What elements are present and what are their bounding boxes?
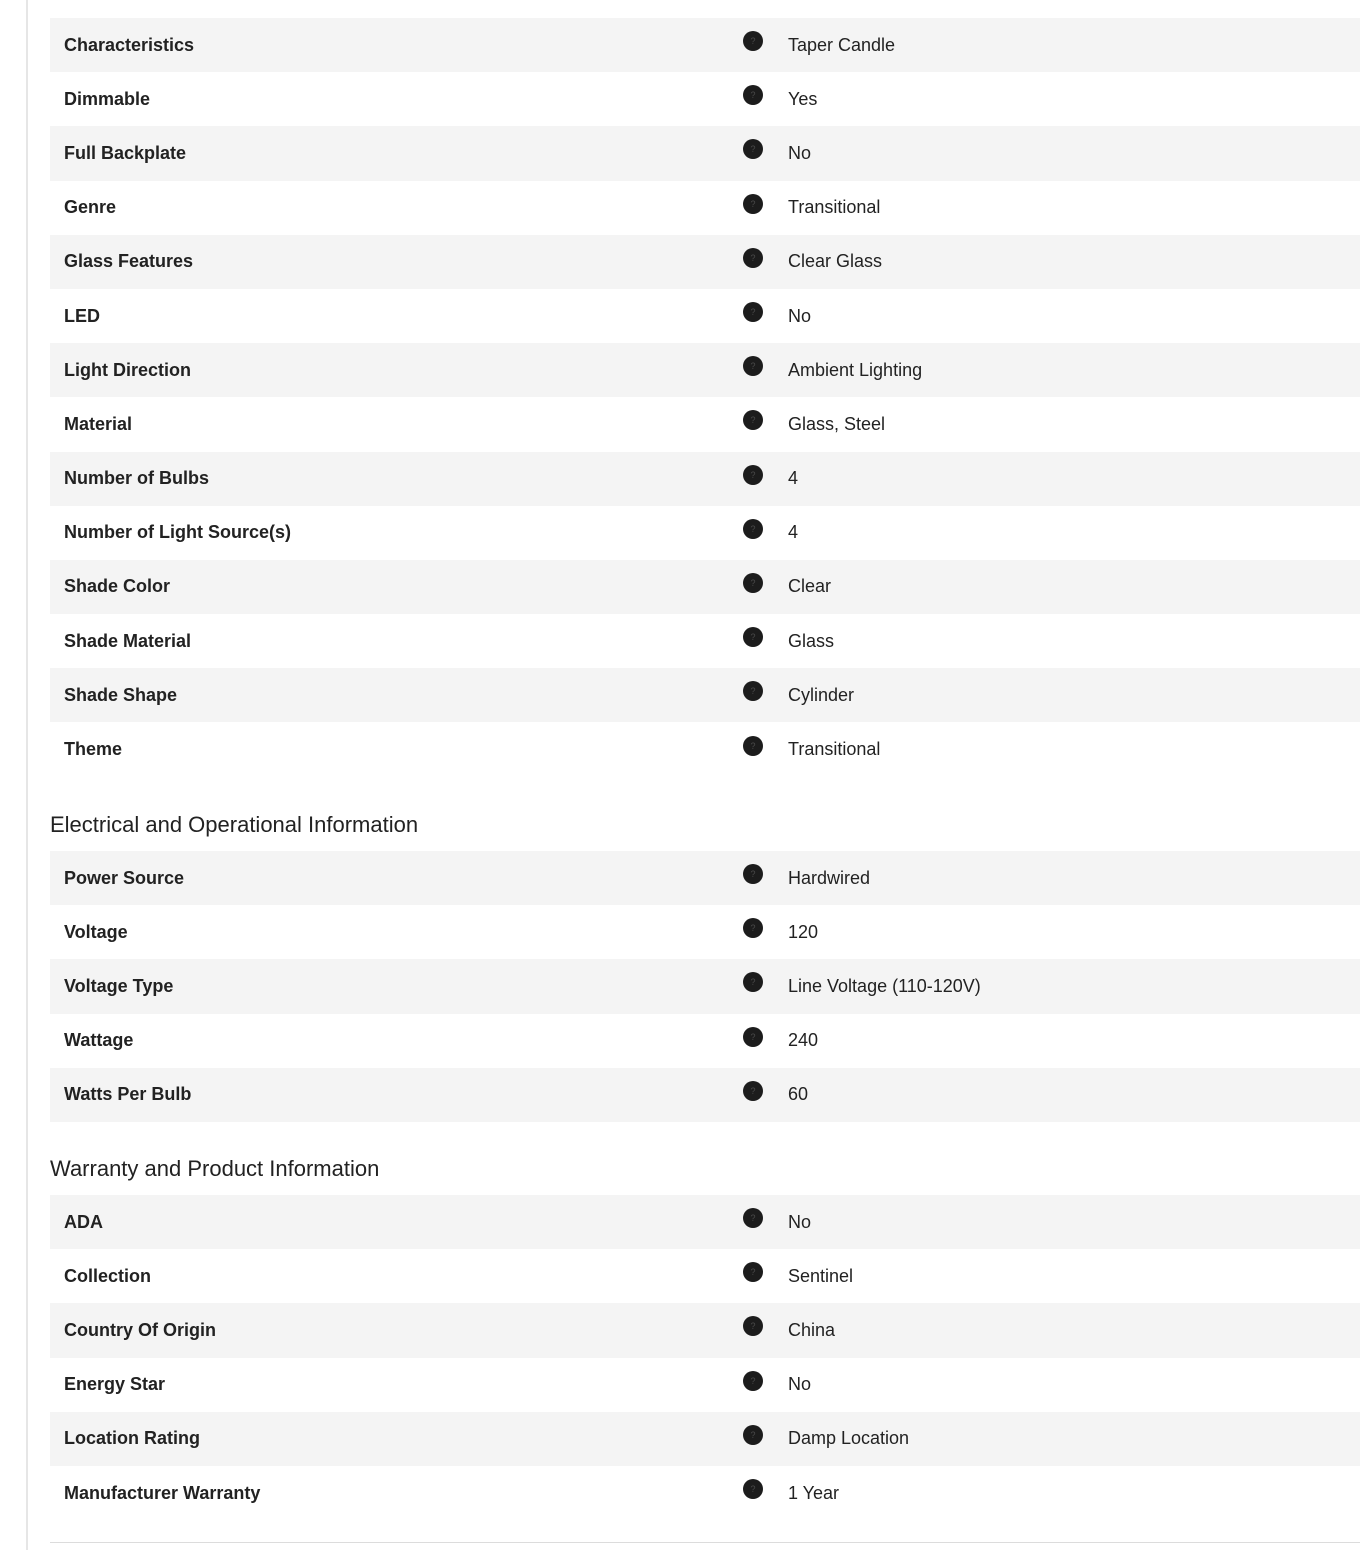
spec-row	[50, 1249, 1360, 1303]
spec-label: LED	[64, 305, 100, 326]
spec-row	[50, 1358, 1360, 1412]
spec-row	[50, 506, 1360, 560]
spec-value: Yes	[788, 88, 818, 109]
spec-label: Theme	[64, 739, 123, 760]
spec-label: Country Of Origin	[64, 1319, 216, 1340]
spec-row	[50, 851, 1360, 905]
left-border	[26, 0, 28, 1550]
question-circle-icon[interactable]: ?	[743, 918, 763, 938]
spec-label: Full Backplate	[64, 142, 187, 163]
question-circle-icon[interactable]: ?	[743, 1081, 763, 1101]
spec-value: Sentinel	[788, 1265, 854, 1286]
spec-row	[50, 1466, 1360, 1520]
spec-label: Number of Light Source(s)	[64, 522, 292, 543]
spec-label: Number of Bulbs	[64, 468, 210, 489]
bottom-divider	[50, 1542, 1360, 1543]
spec-value: Transitional	[788, 197, 881, 218]
spec-value: 60	[788, 1084, 809, 1105]
spec-label: Genre	[64, 197, 117, 218]
spec-label: Location Rating	[64, 1428, 200, 1449]
question-circle-icon[interactable]: ?	[743, 1425, 763, 1445]
question-circle-icon[interactable]: ?	[743, 1371, 763, 1391]
spec-row	[50, 452, 1360, 506]
specs-table-warranty	[50, 1195, 1360, 1520]
spec-row	[50, 126, 1360, 180]
spec-label: Voltage	[64, 921, 128, 942]
spec-label: Power Source	[64, 867, 185, 888]
spec-row	[50, 1014, 1360, 1068]
spec-value: 240	[788, 1030, 819, 1051]
question-circle-icon[interactable]: ?	[743, 1316, 763, 1336]
question-circle-icon[interactable]: ?	[743, 519, 763, 539]
specs-table-electrical	[50, 851, 1360, 1122]
spec-row	[50, 343, 1360, 397]
spec-value: Ambient Lighting	[788, 359, 923, 380]
spec-value: Taper Candle	[788, 34, 896, 55]
question-circle-icon[interactable]: ?	[743, 736, 763, 756]
spec-value: Glass	[788, 630, 835, 651]
spec-row	[50, 1412, 1360, 1466]
question-circle-icon[interactable]: ?	[743, 194, 763, 214]
spec-value: No	[788, 305, 812, 326]
question-circle-icon[interactable]: ?	[743, 465, 763, 485]
question-circle-icon[interactable]: ?	[743, 248, 763, 268]
spec-value: 1 Year	[788, 1482, 840, 1503]
spec-value: No	[788, 1374, 812, 1395]
spec-row	[50, 1068, 1360, 1122]
spec-value: No	[788, 1211, 812, 1232]
spec-label: Material	[64, 413, 133, 434]
spec-row	[50, 18, 1360, 72]
spec-value: Line Voltage (110-120V)	[788, 975, 981, 996]
spec-value: Hardwired	[788, 867, 871, 888]
spec-row	[50, 668, 1360, 722]
spec-value: 120	[788, 921, 819, 942]
spec-value: Glass, Steel	[788, 413, 886, 434]
spec-row	[50, 905, 1360, 959]
spec-row	[50, 235, 1360, 289]
question-circle-icon[interactable]: ?	[743, 85, 763, 105]
spec-row	[50, 1195, 1360, 1249]
spec-row	[50, 181, 1360, 235]
question-circle-icon[interactable]: ?	[743, 627, 763, 647]
spec-row	[50, 289, 1360, 343]
question-circle-icon[interactable]: ?	[743, 573, 763, 593]
spec-value: Clear	[788, 576, 832, 597]
spec-label: Glass Features	[64, 251, 194, 272]
spec-label: Voltage Type	[64, 975, 174, 996]
question-circle-icon[interactable]: ?	[743, 681, 763, 701]
spec-row	[50, 614, 1360, 668]
question-circle-icon[interactable]: ?	[743, 1479, 763, 1499]
question-circle-icon[interactable]: ?	[743, 1208, 763, 1228]
question-circle-icon[interactable]: ?	[743, 31, 763, 51]
spec-label: Energy Star	[64, 1374, 166, 1395]
spec-label: Shade Color	[64, 576, 171, 597]
question-circle-icon[interactable]: ?	[743, 356, 763, 376]
specs-table-general	[50, 18, 1360, 777]
question-circle-icon[interactable]: ?	[743, 410, 763, 430]
spec-label: Manufacturer Warranty	[64, 1482, 261, 1503]
spec-label: Light Direction	[64, 359, 191, 380]
section-title-electrical: Electrical and Operational Information	[50, 812, 419, 837]
spec-value: Cylinder	[788, 684, 855, 705]
spec-row	[50, 560, 1360, 614]
spec-label: Dimmable	[64, 88, 151, 109]
spec-value: Damp Location	[788, 1428, 910, 1449]
spec-label: Watts Per Bulb	[64, 1084, 192, 1105]
spec-value: Clear Glass	[788, 251, 883, 272]
question-circle-icon[interactable]: ?	[743, 1262, 763, 1282]
spec-label: Characteristics	[64, 34, 195, 55]
spec-label: Collection	[64, 1265, 152, 1286]
section-title-warranty: Warranty and Product Information	[50, 1156, 380, 1181]
spec-value: No	[788, 142, 812, 163]
spec-value: China	[788, 1319, 836, 1340]
spec-value: 4	[788, 522, 799, 543]
question-circle-icon[interactable]: ?	[743, 864, 763, 884]
spec-label: ADA	[64, 1211, 103, 1232]
spec-row	[50, 959, 1360, 1013]
question-circle-icon[interactable]: ?	[743, 139, 763, 159]
question-circle-icon[interactable]: ?	[743, 1027, 763, 1047]
spec-value: 4	[788, 468, 799, 489]
spec-row	[50, 72, 1360, 126]
spec-value: Transitional	[788, 739, 881, 760]
question-circle-icon[interactable]: ?	[743, 302, 763, 322]
spec-row	[50, 1303, 1360, 1357]
spec-row	[50, 397, 1360, 451]
spec-label: Wattage	[64, 1030, 134, 1051]
question-circle-icon[interactable]: ?	[743, 972, 763, 992]
spec-row	[50, 722, 1360, 776]
spec-label: Shade Material	[64, 630, 192, 651]
spec-label: Shade Shape	[64, 684, 178, 705]
